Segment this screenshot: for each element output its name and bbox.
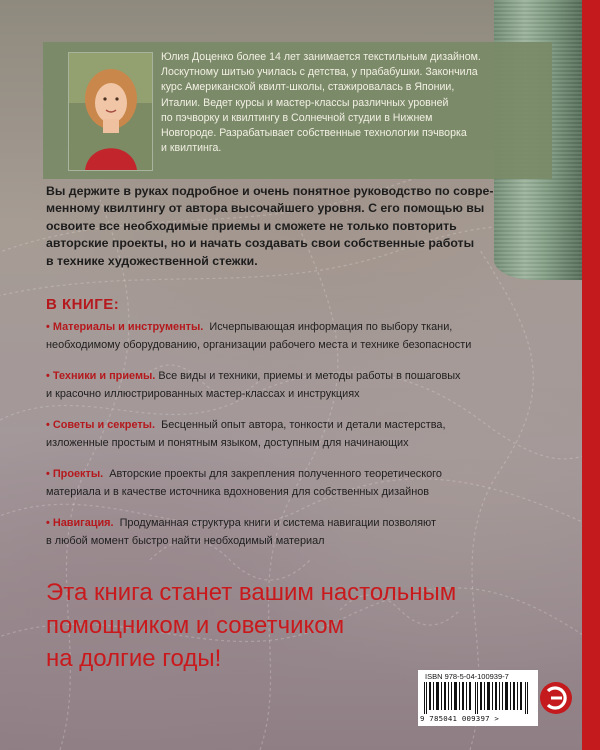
barcode-digits: 9 785041 009397 > <box>420 714 500 723</box>
bio-line: Новгороде. Разрабатывает собственные технологии пэчворка <box>161 127 467 140</box>
feature-text: изложенные простым и понятным языком, доступным для начинающих <box>46 437 409 450</box>
bio-line: Лоскутному шитью училась с детства, у прабабушки. Закончила <box>161 66 478 79</box>
feature-materials <box>46 318 566 355</box>
slogan-line: помощником и советчиком <box>46 612 345 639</box>
bio-line: курс Американской квилт-школы, стажировалась в Японии, <box>161 81 455 94</box>
feature-techniques <box>46 367 566 404</box>
in-book-heading: В КНИГЕ: <box>46 296 120 313</box>
feature-term: Техники и приемы. <box>52 370 156 382</box>
lead-line: менному квилтингу от автора высочайшего уровня. С его помощью вы <box>46 201 485 216</box>
bio-line: по пэчворку и квилтингу в Солнечной студии в Нижнем <box>161 111 433 124</box>
slogan-line: на долгие годы! <box>46 645 222 672</box>
isbn-label: ISBN 978-5-04-100939-7 <box>425 672 509 681</box>
feature-text: Бесценный опыт автора, тонкости и детали мастерства, <box>161 419 446 431</box>
feature-text: необходимому оборудованию, организации рабочего места и технике безопасности <box>46 339 472 352</box>
bullet-icon: • <box>46 468 50 480</box>
author-bio-text <box>161 50 551 156</box>
lead-line: Вы держите в руках подробное и очень понятное руководство по совре- <box>46 184 494 198</box>
bio-line: Юлия Доценко более 14 лет занимается текстильным дизайном. <box>161 51 481 63</box>
barcode-icon <box>422 682 534 714</box>
lead-paragraph <box>46 183 546 270</box>
feature-text: в любой момент быстро найти необходимый материал <box>46 535 325 548</box>
slogan-line: Эта книга станет вашим настольным <box>46 579 457 606</box>
bullet-icon: • <box>46 517 50 529</box>
feature-text: Продуманная структура книги и система навигации позволяют <box>119 517 436 529</box>
feature-tips <box>46 416 566 453</box>
bullet-icon: • <box>46 321 50 333</box>
feature-navigation <box>46 514 566 551</box>
red-edge-band <box>582 0 600 750</box>
feature-text: Авторские проекты для закрепления полученного теоретического <box>109 468 442 480</box>
feature-projects <box>46 465 566 502</box>
feature-term: Навигация. <box>52 517 114 529</box>
bio-line: Италии. Ведет курсы и мастер-классы различных уровней <box>161 96 449 109</box>
feature-text: Все виды и техники, приемы и методы работы в пошаговых <box>158 370 461 382</box>
lead-line: освоите все необходимые приемы и сможете не только повторить <box>46 218 457 233</box>
author-photo <box>68 52 153 171</box>
publisher-logo-icon <box>538 676 574 720</box>
author-portrait-illustration <box>69 53 152 170</box>
bullet-icon: • <box>46 370 50 382</box>
lead-line: в технике художественной стежки. <box>46 253 258 268</box>
feature-term: Советы и секреты. <box>52 419 156 431</box>
closing-slogan <box>46 576 546 675</box>
bullet-icon: • <box>46 419 50 431</box>
feature-text: материала и в качестве источника вдохновения для собственных дизайнов <box>46 486 430 499</box>
feature-text: Исчерпывающая информация по выбору ткани, <box>209 321 453 333</box>
bio-line: и квилтинга. <box>161 142 222 155</box>
feature-term: Материалы и инструменты. <box>52 321 204 333</box>
lead-line: авторские проекты, но и начать создавать свои собственные работы <box>46 236 475 251</box>
feature-term: Проекты. <box>52 468 104 480</box>
feature-text: и красочно иллюстрированных мастер-классах и инструкциях <box>46 388 360 401</box>
